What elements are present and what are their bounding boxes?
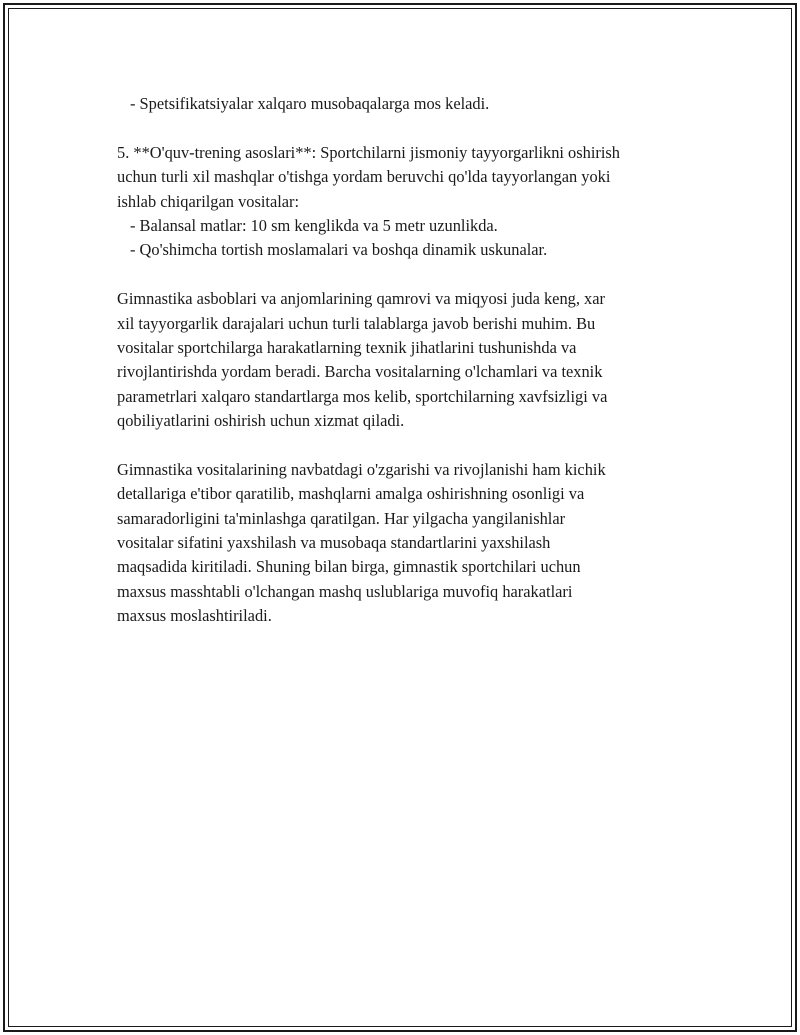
spacer (117, 116, 707, 140)
section-5-bullet: - Qo'shimcha tortish moslamalari va boshqa dinamik uskunalar. (130, 240, 548, 260)
spacer (117, 263, 707, 287)
paragraph-1-line: rivojlantirishda yordam beradi. Barcha vositalarning o'lchamlari va texnik (117, 362, 603, 382)
paragraph-1-line: Gimnastika asboblari va anjomlarining qamrovi va miqyosi juda keng, xar (117, 289, 605, 309)
document-body (117, 92, 707, 629)
section-5 (117, 141, 707, 263)
paragraph-2-line: maxsus masshtabli o'lchangan mashq uslublariga muvofiq harakatlari (117, 581, 573, 601)
paragraph-2-line: vositalar sifatini yaxshilash va musobaqa standartlarini yaxshilash (117, 533, 551, 553)
section-5-line: uchun turli xil mashqlar o'tishga yordam beruvchi qo'lda tayyorlangan yoki (117, 167, 611, 187)
paragraph-1-line: qobiliyatlarini oshirish uchun xizmat qiladi. (117, 411, 405, 431)
paragraph-1-line: xil tayyorgarlik darajalari uchun turli talablarga javob berishi muhim. Bu (117, 313, 596, 333)
paragraph-1-line: vositalar sportchilarga harakatlarning texnik jihatlarini tushunishda va (117, 337, 577, 357)
paragraph-2-line: maqsadida kiritiladi. Shuning bilan birga, gimnastik sportchilari uchun (117, 557, 581, 577)
spacer (117, 433, 707, 457)
paragraph-2-line: detallariga e'tibor qaratilib, mashqlarni amalga oshirishning osonligi va (117, 484, 585, 504)
spec-bullet: - Spetsifikatsiyalar xalqaro musobaqalarga mos keladi. (130, 94, 490, 113)
paragraph-2-line: samaradorligini ta'minlashga qaratilgan. Har yilgacha yangilanishlar (117, 508, 566, 528)
paragraph-1 (117, 287, 707, 433)
paragraph-1-line: parametrlari xalqaro standartlarga mos kelib, sportchilarning xavfsizligi va (117, 386, 608, 406)
section-5-bullet: - Balansal matlar: 10 sm kenglikda va 5 metr uzunlikda. (130, 215, 498, 235)
paragraph-2-line: maxsus moslashtiriladi. (117, 606, 272, 626)
section-5-line: ishlab chiqarilgan vositalar: (117, 191, 300, 211)
section-5-line: 5. **O'quv-trening asoslari**: Sportchilarni jismoniy tayyorgarlikni oshirish (117, 142, 620, 162)
paragraph-2 (117, 458, 707, 629)
paragraph-2-line: Gimnastika vositalarining navbatdagi o'zgarishi va rivojlanishi ham kichik (117, 459, 606, 479)
